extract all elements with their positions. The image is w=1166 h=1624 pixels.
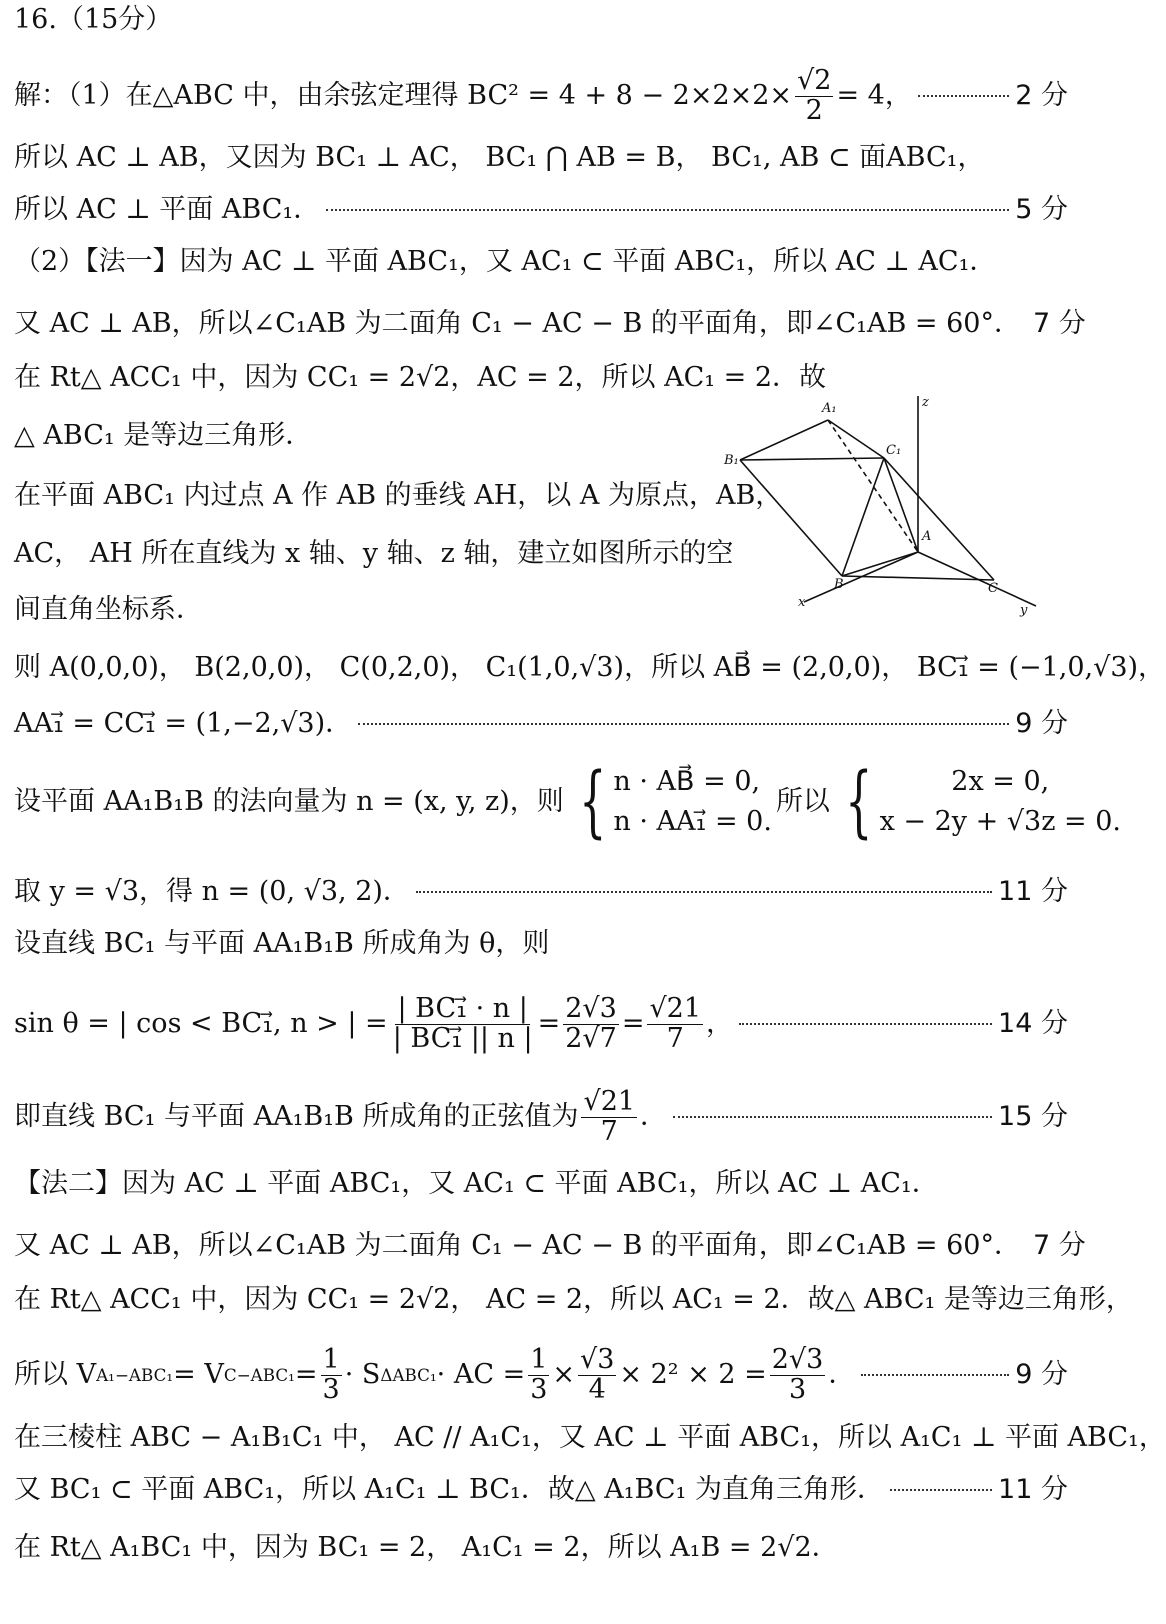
score-mark: 5 分 [1015, 194, 1068, 225]
score-mark: 7 分 [1032, 1230, 1086, 1261]
label-a1: A₁ [822, 401, 837, 416]
method1-line5: 在平面 ABC₁ 内过点 A 作 AB 的垂线 AH，以 A 为原点，AB， [14, 480, 783, 511]
method1-line14: 即直线 BC₁ 与平面 AA₁B₁B 所成角的正弦值为 $\frac{√21}{7}$ ． 15 分 [14, 1086, 1068, 1147]
edge-b1-a1 [740, 420, 828, 460]
brace-glyph: { [578, 757, 607, 847]
edge-b-c1 [842, 458, 884, 576]
problem-number: 16.（15分） [14, 4, 173, 35]
fraction: $\frac{2√3}{2√7}$ [565, 993, 617, 1054]
method1-line6: AC， AH 所在直线为 x 轴、y 轴、z 轴，建立如图所示的空 [14, 538, 734, 569]
method1-line7: 间直角坐标系． [14, 594, 203, 625]
fraction: $\frac{1}{3}$ [530, 1344, 548, 1405]
score-mark: 11 分 [998, 1474, 1068, 1505]
label-a: A [922, 529, 932, 544]
edge-c1-a [884, 458, 918, 552]
score-mark: 2 分 [1015, 80, 1068, 111]
method2-line4: 所以 V A₁−ABC₁ = V C−ABC₁ = $\frac{1}{3}$ · S ΔABC₁ · AC = $\frac{1}{3}$ × $\frac{√3}{4}$ × 2² × 2 = $\frac{2√3}{3}$ ． 9 分 [14, 1344, 1068, 1405]
fraction: $\frac{√2}{2}$ [797, 65, 832, 126]
method2-line7: 在 Rt△ A₁BC₁ 中，因为 BC₁ = 2， A₁C₁ = 2，所以 A₁B = 2√2． [14, 1532, 839, 1563]
label-b1: B₁ [724, 453, 739, 468]
dotted-leader [861, 1374, 1009, 1376]
label-y: y [1020, 603, 1028, 618]
method1-line2: 又 AC ⊥ AB，所以∠C₁AB 为二面角 C₁ − AC − B 的平面角，即∠C₁AB = 60°． 7 分 [14, 304, 1068, 344]
dotted-leader [326, 209, 1009, 211]
label-b: B [834, 577, 844, 592]
method2-line5: 在三棱柱 ABC − A₁B₁C₁ 中， AC // A₁C₁，又 AC ⊥ 平面 ABC₁，所以 A₁C₁ ⊥ 平面 ABC₁， [14, 1422, 1166, 1453]
method1-line11: 取 y = √3，得 n = (0, √3, 2)． 11 分 [14, 872, 1068, 912]
prism-coordinate-figure [718, 392, 1058, 622]
method1-line4: △ ABC₁ 是等边三角形． [14, 420, 313, 451]
dotted-leader [890, 1489, 992, 1491]
method2-line3: 在 Rt△ ACC₁ 中，因为 CC₁ = 2√2， AC = 2，所以 AC₁ = 2．故△ ABC₁ 是等边三角形， [14, 1284, 1133, 1315]
edge-b1-c1 [740, 458, 884, 460]
score-mark: 15 分 [998, 1101, 1068, 1132]
dotted-leader [358, 723, 1009, 725]
method1-line9: AA₁⃗ = CC₁⃗ = (1,−2,√3)． 9 分 [14, 704, 1068, 744]
edge-b-a [842, 552, 918, 576]
label-z: z [922, 395, 929, 410]
label-x: x [798, 595, 806, 610]
score-mark: 7 分 [1032, 308, 1086, 339]
edge-a1-a-hidden [828, 420, 918, 552]
method1-line12: 设直线 BC₁ 与平面 AA₁B₁B 所成角为 θ，则 [14, 928, 550, 959]
fraction: $\frac{√21}{7}$ [649, 993, 701, 1054]
equation-system: { 2x = 0, x − 2y + √3z = 0. [845, 757, 1121, 847]
method1-line10: 设平面 AA₁B₁B 的法向量为 n = (x, y, z)，则 { n · AB⃗ = 0, n · AA₁⃗ = 0. 所以 { 2x = 0, x − 2y + √3z = 0. [14, 757, 1121, 847]
dotted-leader [416, 891, 992, 893]
fraction: $\frac{1}{3}$ [322, 1344, 340, 1405]
edge-a1-c1 [828, 420, 884, 458]
fraction: $\frac{\text{| BC₁⃗ · n |}}{\text{| BC₁⃗ || n |}}$ [392, 993, 533, 1054]
fraction: $\frac{√21}{7}$ [583, 1086, 636, 1147]
dotted-leader [739, 1023, 992, 1025]
score-mark: 11 分 [998, 876, 1068, 907]
method2-line2: 又 AC ⊥ AB，所以∠C₁AB 为二面角 C₁ − AC − B 的平面角，即∠C₁AB = 60°． 7 分 [14, 1226, 1068, 1266]
label-c: C [988, 581, 998, 596]
dotted-leader [673, 1116, 992, 1118]
part1-line1: 解：（1）在△ABC 中，由余弦定理得 BC² = 4 + 8 − 2×2×2× $\frac{√2}{2}$ = 4， 2 分 [14, 65, 1068, 126]
brace-glyph: { [845, 757, 873, 847]
score-mark: 9 分 [1015, 1359, 1068, 1390]
part1-line2: 所以 AC ⊥ AB，又因为 BC₁ ⊥ AC， BC₁ ⋂ AB = B， BC₁, AB ⊂ 面ABC₁， [14, 142, 985, 173]
dotted-leader [918, 95, 1009, 97]
label-c1: C₁ [886, 443, 902, 458]
method1-line8: 则 A(0,0,0)， B(2,0,0)， C(0,2,0)， C₁(1,0,√3)，所以 AB⃗ = (2,0,0)， BC₁⃗ = (−1,0,√3)， [14, 652, 1166, 683]
fraction: $\frac{2√3}{3}$ [771, 1344, 824, 1405]
method1-line3: 在 Rt△ ACC₁ 中，因为 CC₁ = 2√2，AC = 2，所以 AC₁ = 2．故 [14, 362, 827, 393]
equation-system: { n · AB⃗ = 0, n · AA₁⃗ = 0. [578, 757, 772, 847]
part1-line3: 所以 AC ⊥ 平面 ABC₁． 5 分 [14, 190, 1068, 230]
score-mark: 14 分 [998, 1008, 1068, 1039]
method1-line1: （2）【法一】因为 AC ⊥ 平面 ABC₁，又 AC₁ ⊂ 平面 ABC₁，所以 AC ⊥ AC₁． [14, 246, 997, 277]
edge-b1-b [740, 460, 842, 576]
method1-line13: sin θ = | cos < BC₁⃗, n > | = $\frac{\text{| BC₁⃗ · n |}}{\text{| BC₁⃗ || n |}}$ = $\frac{2√3}{2√7}$ = $\frac{√21}{7}$ ， 14 分 [14, 993, 1068, 1054]
method2-line1: 【法二】因为 AC ⊥ 平面 ABC₁，又 AC₁ ⊂ 平面 ABC₁，所以 AC ⊥ AC₁． [14, 1168, 939, 1199]
fraction: $\frac{√3}{4}$ [580, 1344, 615, 1405]
score-mark: 9 分 [1015, 708, 1068, 739]
method2-line6: 又 BC₁ ⊂ 平面 ABC₁，所以 A₁C₁ ⊥ BC₁．故△ A₁BC₁ 为直角三角形． 11 分 [14, 1470, 1068, 1510]
